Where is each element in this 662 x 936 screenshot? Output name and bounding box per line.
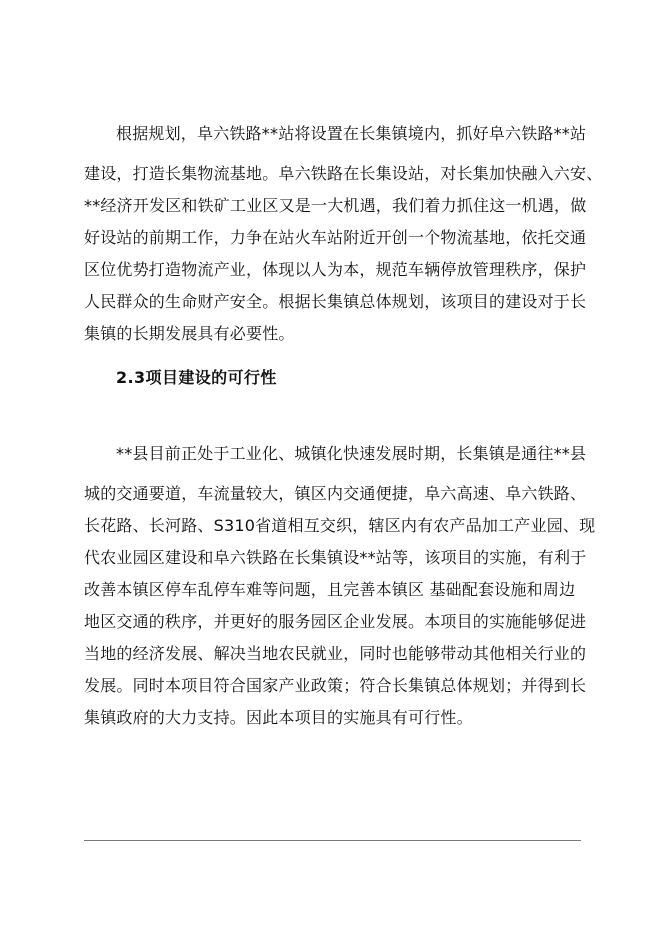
text-line: 改善本镇区停车乱停车难等问题，且完善本镇区 基础配套设施和周边 xyxy=(84,580,576,599)
text-line: 长花路、长河路、S310省道相互交织，辖区内有农产品加工产业园、现 xyxy=(84,516,596,535)
text-line: 城的交通要道，车流量较大，镇区内交通便捷，阜六高速、阜六铁路、 xyxy=(84,484,587,503)
text-line: 人民群众的生命财产安全。根据长集镇总体规划，该项目的建设对于长 xyxy=(84,292,587,311)
text-line: 代农业园区建设和阜六铁路在长集镇设**站等，该项目的实施，有利于 xyxy=(84,548,587,567)
text-line: **县目前正处于工业化、城镇化快速发展时期，长集镇是通往**县 xyxy=(116,444,587,463)
text-line: 当地的经济发展、解决当地农民就业，同时也能够带动其他相关行业的 xyxy=(84,644,587,663)
text-line: 地区交通的秩序，并更好的服务园区企业发展。本项目的实施能够促进 xyxy=(84,612,587,631)
footer-divider xyxy=(84,840,581,841)
text-line: 发展。同时本项目符合国家产业政策；符合长集镇总体规划；并得到长 xyxy=(84,676,587,695)
text-line: 建设，打造长集物流基地。阜六铁路在长集设站，对长集加快融入六安、 xyxy=(84,164,603,183)
text-line: 集镇政府的大力支持。因此本项目的实施具有可行性。 xyxy=(84,708,473,727)
text-line: **经济开发区和铁矿工业区又是一大机遇，我们着力抓住这一机遇，做 xyxy=(84,196,587,215)
text-line: 区位优势打造物流产业，体现以人为本，规范车辆停放管理秩序，保护 xyxy=(84,260,587,279)
text-line: 根据规划，阜六铁路**站将设置在长集镇境内，抓好阜六铁路**站 xyxy=(116,124,587,143)
text-line: 集镇的长期发展具有必要性。 xyxy=(84,324,295,343)
section-heading: 2.3项目建设的可行性 xyxy=(116,368,277,387)
text-line: 好设站的前期工作，力争在站火车站附近开创一个物流基地，依托交通 xyxy=(84,228,587,247)
